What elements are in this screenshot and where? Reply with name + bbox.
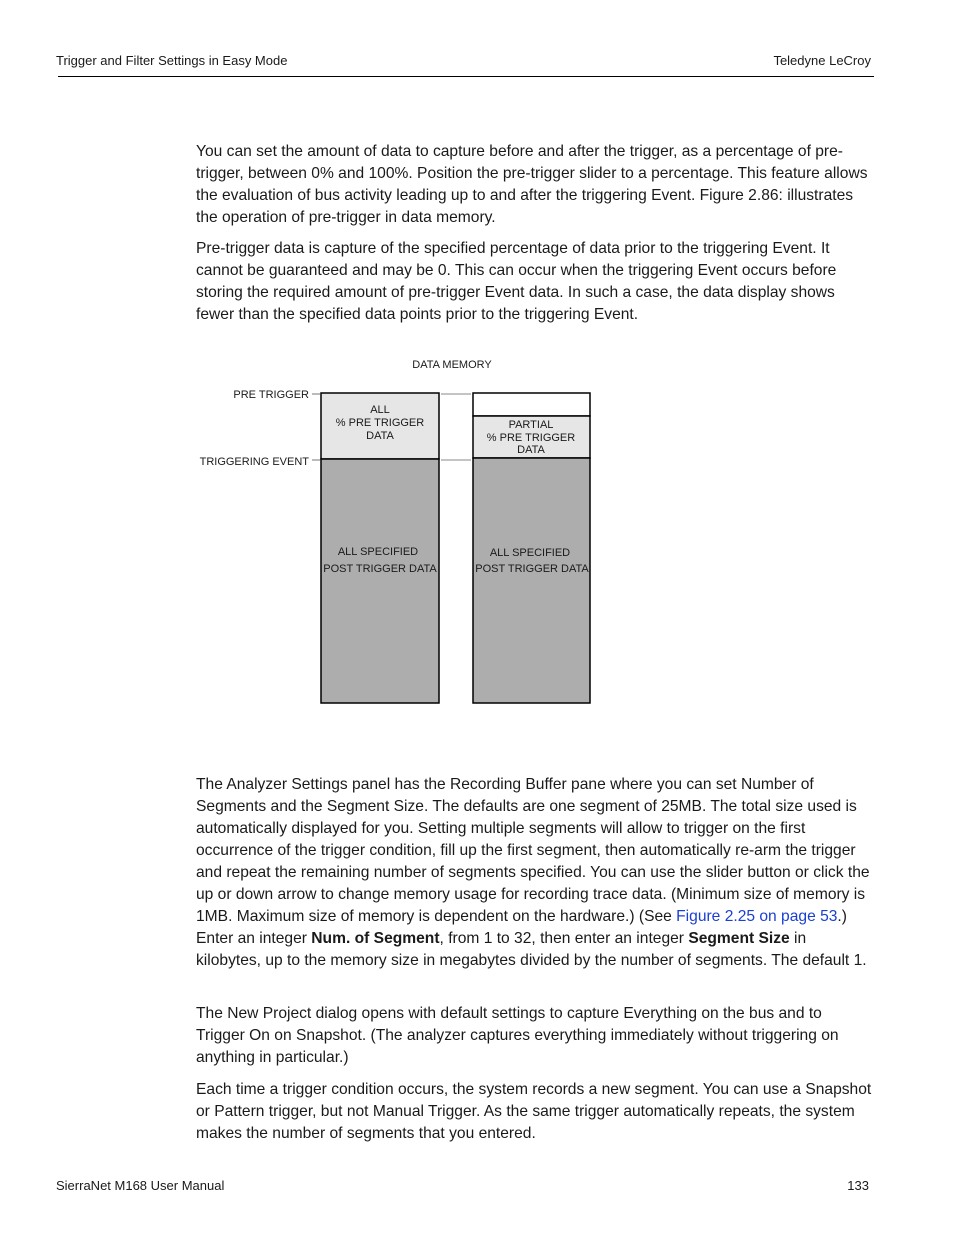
right-empty-block <box>473 393 590 416</box>
label-triggering-event: TRIGGERING EVENT <box>199 456 309 468</box>
segment-size-term: Segment Size <box>688 930 790 947</box>
header-section-title: Trigger and Filter Settings in Easy Mode <box>56 53 288 68</box>
footer-page-number: 133 <box>847 1178 869 1193</box>
num-of-segment-term: Num. of Segment <box>311 930 440 947</box>
left-pre-line1: ALL <box>370 404 390 416</box>
right-pre-line3: DATA <box>517 444 545 456</box>
right-post-trigger-block <box>473 458 590 703</box>
p3-text-mid1: .) Enter an integer <box>196 908 847 947</box>
right-post-line1: ALL SPECIFIED <box>489 547 571 559</box>
header-divider <box>58 76 874 77</box>
p3-text-start: The Analyzer Settings panel has the Recording Buffer pane where you can set Number of Segments and the Segment Size. The defaults are one segment of 25MB. The total size used is automatically displayed for you. Setting multiple segments will allow to trigger on the first occurrence of the trigger condition, fill up the first segment, then automatically re-arm the trigger and repeat the remaining number of segments specified. You can use the slider button or click the up or down arrow to change memory usage for recording trace data. (Minimum size of memory is 1MB. Maximum size of memory is dependent on the hardware.) (See <box>196 776 870 925</box>
right-pre-line1: PARTIAL <box>508 419 554 431</box>
paragraph-new-project: The New Project dialog opens with default settings to capture Everything on the bus and to Trigger On on Snapshot. (The analyzer captures everything immediately without triggering on anything in particular.) <box>196 1005 839 1066</box>
p3-text-end: in kilobytes, up to the memory size in megabytes divided by the number of segments. The default 1. <box>196 930 867 969</box>
data-memory-figure <box>190 352 610 712</box>
figure-title: DATA MEMORY <box>412 359 492 371</box>
footer-manual-title: SierraNet M168 User Manual <box>56 1178 225 1193</box>
left-post-line2: POST TRIGGER DATA <box>323 563 437 575</box>
left-pre-line2: % PRE TRIGGER <box>335 417 425 429</box>
p3-text-mid2: , from 1 to 32, then enter an integer <box>439 930 689 947</box>
right-pre-line2: % PRE TRIGGER <box>486 432 576 444</box>
paragraph-pretrigger-data: Pre-trigger data is capture of the specified percentage of data prior to the triggering Event. It cannot be guaranteed and may be 0. This can occur when the triggering Event occurs before storing the required amount of pre-trigger Event data. In such a case, the data display shows fewer than the specified data points prior to the triggering Event. <box>196 240 837 323</box>
left-pre-line3: DATA <box>366 430 394 442</box>
paragraph-segments: Each time a trigger condition occurs, the system records a new segment. You can use a Snapshot or Pattern trigger, but not Manual Trigger. As the same trigger automatically repeats, the system makes the number of segments that you entered. <box>196 1081 872 1142</box>
right-post-line2: POST TRIGGER DATA <box>475 563 589 575</box>
label-pre-trigger: PRE TRIGGER <box>233 389 309 401</box>
paragraph-pretrigger-intro: You can set the amount of data to capture before and after the trigger, as a percentage of pre-trigger, between 0% and 100%. Position the pre-trigger slider to a percentage. This feature allows the evaluation of bus activity leading up to and after the triggering Event. Figure 2.86: illustrates the operation of pre-trigger in data memory. <box>196 143 868 226</box>
header-brand: Teledyne LeCroy <box>773 53 871 68</box>
paragraph-recording-buffer <box>196 774 872 972</box>
left-post-line1: ALL SPECIFIED <box>337 546 419 558</box>
left-post-trigger-block <box>321 459 439 703</box>
figure-reference-link[interactable]: Figure 2.25 on page 53 <box>676 908 838 925</box>
